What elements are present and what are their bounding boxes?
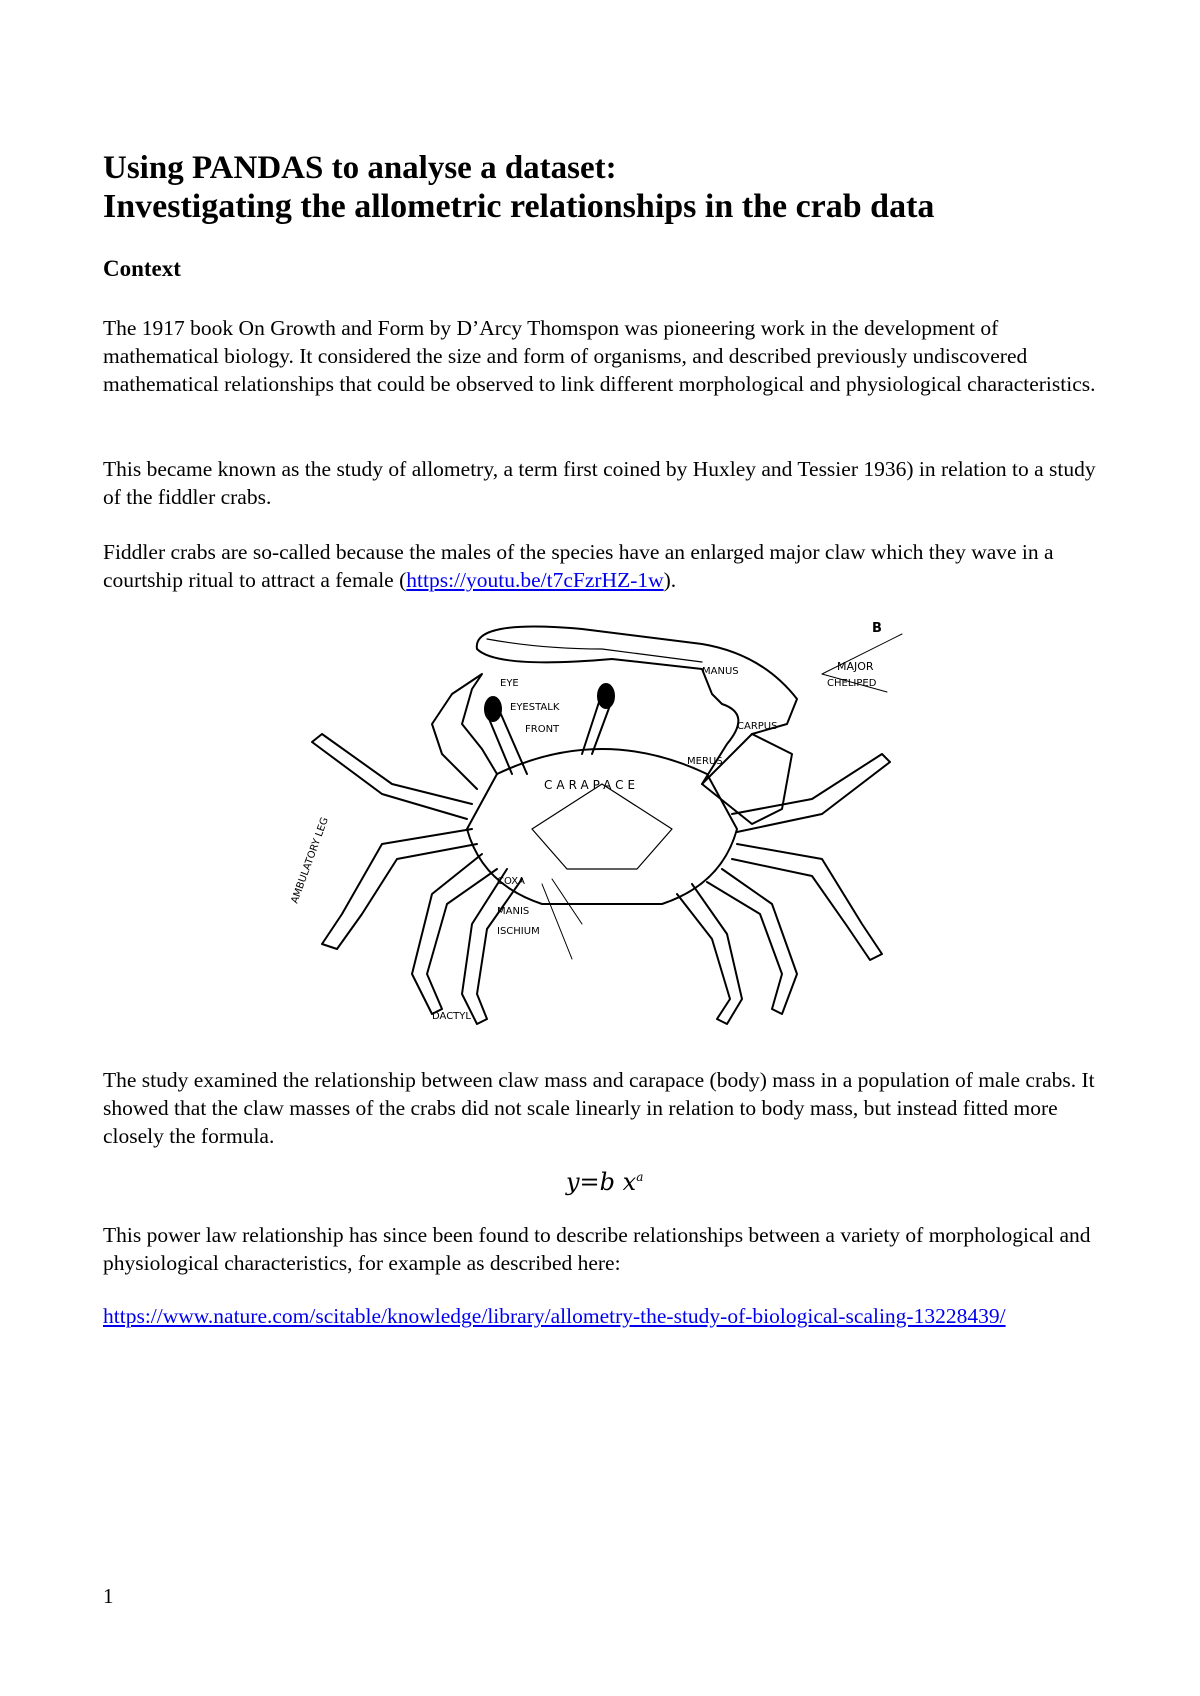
left-leg-3	[412, 854, 497, 1014]
label-ischium: ISCHIUM	[497, 926, 540, 937]
paragraph-study: The study examined the relationship between claw mass and carapace (body) mass in a population of male crabs. It showed that the claw masses of the crabs did not scale linearly in relation to body mass, but instead fitted more closely the formula.	[103, 1068, 1095, 1148]
right-leg-2	[732, 844, 882, 960]
label-merus: MERUS	[687, 756, 723, 767]
title-line-1: Using PANDAS to analyse a dataset:	[103, 150, 617, 186]
fiddler-text: Fiddler crabs are so-called because the males of the species have an enlarged major claw which they wave in a courtship ritual to attract a female (	[103, 540, 1054, 592]
label-dactyl: DACTYL	[432, 1011, 471, 1022]
label-coxa: COXA	[497, 876, 525, 887]
label-eyestalk: EYESTALK	[510, 702, 560, 713]
power-law-formula	[566, 1168, 643, 1196]
paragraph-power-law: This power law relationship has since been found to describe relationships between a variety of morphological and physiological characteristics, for example as described here:	[103, 1223, 1091, 1275]
label-major: MAJOR	[837, 660, 874, 673]
left-leg-1	[312, 734, 472, 819]
page-number: 1	[103, 1584, 114, 1608]
fiddler-text-end: ).	[663, 568, 677, 592]
paragraph-allometry: This became known as the study of allometry, a term first coined by Huxley and Tessier 1936) in relation to a study of the fiddler crabs.	[103, 457, 1096, 509]
label-cheliped: CHELIPED	[827, 678, 877, 689]
figure-letter: B	[872, 621, 882, 636]
formula-exponent: a	[636, 1170, 644, 1184]
paragraph-fiddler-crabs	[103, 538, 1103, 594]
left-leg-2	[322, 829, 477, 949]
label-manus: MANUS	[702, 666, 739, 677]
crab-anatomy-diagram	[282, 614, 922, 1034]
label-carpus: CARPUS	[737, 721, 778, 732]
context-heading: Context	[103, 256, 181, 281]
minor-claw	[432, 674, 497, 789]
youtube-link[interactable]: https://youtu.be/t7cFzrHZ-1w	[406, 568, 664, 592]
label-manis: MANIS	[497, 906, 530, 917]
label-eye: EYE	[500, 678, 519, 689]
right-leg-4	[677, 884, 742, 1024]
label-ambulatory-leg: AMBULATORY LEG	[289, 816, 331, 906]
paragraph-growth-and-form: The 1917 book On Growth and Form by D’Arcy Thomspon was pioneering work in the development of mathematical biology. It considered the size and form of organisms, and described previously undiscovered mathematical relationships that could be observed to link different morphological and physiological characteristics.	[103, 316, 1096, 396]
right-leg-3	[707, 869, 797, 1014]
reference-paragraph	[103, 1302, 1103, 1330]
left-leg-4	[462, 869, 522, 1024]
title-line-2: Investigating the allometric relationships in the crab data	[103, 188, 935, 225]
formula-base: y=b x	[566, 1168, 637, 1196]
right-leg-1	[732, 754, 890, 832]
label-front: FRONT	[525, 724, 560, 735]
nature-scitable-link[interactable]: https://www.nature.com/scitable/knowledge/library/allometry-the-study-of-biological-scaling-13228439/	[103, 1304, 1006, 1328]
label-carapace: CARAPACE	[544, 778, 640, 792]
